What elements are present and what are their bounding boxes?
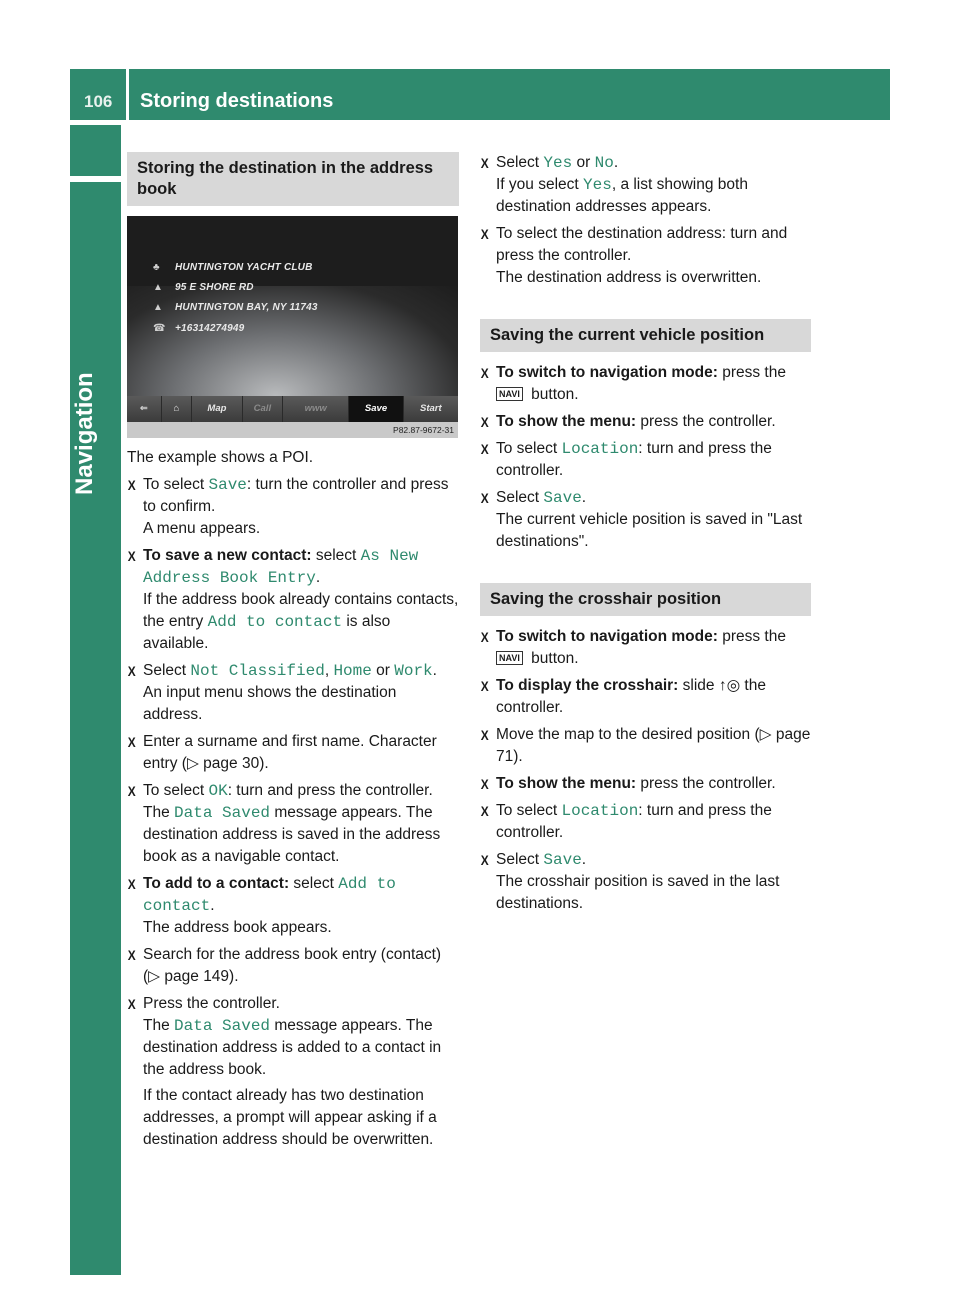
page-ref-icon: ▷ bbox=[759, 726, 772, 743]
side-tab-block bbox=[70, 125, 121, 1275]
figure-code: P82.87-9672-31 bbox=[127, 422, 458, 438]
poi-line: ▲ HUNTINGTON BAY, NY 11743 bbox=[153, 302, 318, 313]
side-tab-square bbox=[70, 125, 121, 176]
right-column bbox=[480, 152, 811, 915]
options-icon[interactable]: ⌂ bbox=[162, 396, 193, 422]
step: X To select Location: turn and press the controller. bbox=[480, 438, 811, 482]
chapter-label bbox=[71, 444, 99, 495]
section-heading: Saving the crosshair position bbox=[480, 583, 811, 616]
back-icon[interactable]: ⇐ bbox=[127, 396, 162, 422]
side-tab-strip bbox=[70, 182, 121, 1275]
menu-call[interactable]: Call bbox=[243, 396, 284, 422]
page-ref-icon: ▷ bbox=[148, 968, 161, 985]
note-text: If the contact already has two destination addresses, a prompt will appear asking if a destination address should be overwritten. bbox=[143, 1087, 437, 1148]
phone-icon: ☎ bbox=[153, 323, 166, 334]
step: X To select the destination address: turn and press the controller. The destination address is overwritten. bbox=[480, 223, 811, 289]
pin-icon: ♣ bbox=[153, 262, 160, 273]
page-title: Storing destinations bbox=[140, 90, 334, 112]
poi-line: ▲ 95 E SHORE RD bbox=[153, 282, 254, 293]
page-ref-icon: ▷ bbox=[186, 755, 199, 772]
step: X Select Not Classified, Home or Work. An input menu shows the destination address. bbox=[127, 660, 459, 726]
step: X Search for the address book entry (contact) (▷ page 149). bbox=[127, 944, 459, 988]
step: X To show the menu: press the controller. bbox=[480, 773, 811, 795]
step: X Select Yes or No. If you select Yes, a list showing both destination addresses appears. bbox=[480, 152, 811, 218]
step: X To switch to navigation mode: press the NAVI button. bbox=[480, 362, 811, 406]
controller-slide-icon: ↑◎ bbox=[718, 677, 741, 694]
display-screenshot bbox=[127, 216, 458, 422]
menu-save[interactable]: Save bbox=[349, 396, 403, 422]
step: X Move the map to the desired position (▷ page 71). bbox=[480, 724, 811, 768]
menu-start[interactable]: Start bbox=[420, 403, 442, 414]
step: X To show the menu: press the controller. bbox=[480, 411, 811, 433]
step: X To select Location: turn and press the controller. bbox=[480, 800, 811, 844]
step: X To switch to navigation mode: press the NAVI button. bbox=[480, 626, 811, 670]
step: X Select Save. The current vehicle position is saved in "Last destinations". bbox=[480, 487, 811, 553]
menu-www[interactable]: www bbox=[283, 396, 349, 422]
intro-text: The example shows a POI. bbox=[127, 449, 314, 466]
page-number: 106 bbox=[84, 92, 113, 111]
step: X To select Save: turn the controller and press to confirm. A menu appears. bbox=[127, 474, 459, 540]
step: X To select OK: turn and press the controller. The Data Saved message appears. The destination address is saved in the address book as a navigable contact. bbox=[127, 780, 459, 868]
step: X To add to a contact: select Add to contact. The address book appears. bbox=[127, 873, 459, 939]
step: X Select Save. The crosshair position is saved in the last destinations. bbox=[480, 849, 811, 915]
menu-map[interactable]: Map bbox=[192, 396, 242, 422]
building-icon: ▲ bbox=[153, 302, 164, 313]
navi-button-icon: NAVI bbox=[496, 651, 523, 665]
section-heading: Saving the current vehicle position bbox=[480, 319, 811, 352]
left-column bbox=[127, 152, 459, 1151]
house-icon: ▲ bbox=[153, 282, 164, 293]
navi-button-icon: NAVI bbox=[496, 387, 523, 401]
section-heading: Storing the destination in the address book bbox=[127, 152, 459, 206]
poi-line: ♣ HUNTINGTON YACHT CLUB bbox=[153, 262, 313, 273]
poi-line: ☎ +16314274949 bbox=[153, 323, 245, 334]
step: X Press the controller. The Data Saved message appears. The destination address is added to a contact in the address book. If the contact already has two destination addresses, a prompt will appear asking if a destination address should be overwritten. bbox=[127, 993, 459, 1151]
step: X Enter a surname and first name. Character entry (▷ page 30). bbox=[127, 731, 459, 775]
step: X To save a new contact: select As New Address Book Entry. If the address book already contains contacts, the entry Add to contact is also available. bbox=[127, 545, 459, 655]
screen-menubar bbox=[127, 396, 458, 422]
header-divider bbox=[126, 69, 129, 120]
step: X To display the crosshair: slide ↑◎ the controller. bbox=[480, 675, 811, 719]
